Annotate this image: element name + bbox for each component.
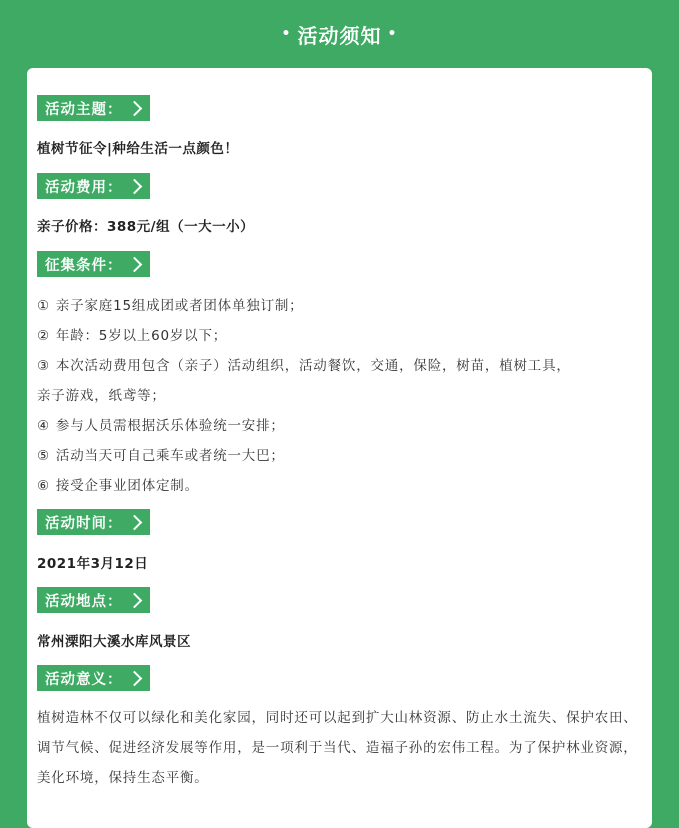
chevron-right-icon xyxy=(126,178,142,194)
condition-item xyxy=(37,414,285,434)
header-dot-left: • xyxy=(281,26,292,42)
condition-number: ⑥ xyxy=(37,478,50,494)
condition-text: 亲子游戏，纸鸢等； xyxy=(37,388,166,404)
theme-content: 植树节征令|种给生活一点颜色！ xyxy=(37,141,239,157)
condition-number: ③ xyxy=(37,358,50,374)
chevron-right-icon xyxy=(126,670,142,686)
page-title: 活动须知 xyxy=(297,23,382,48)
condition-item xyxy=(37,324,227,344)
section-label-location: 活动地点： xyxy=(45,593,123,610)
fee-content: 亲子价格：388元/组（一大一小） xyxy=(37,219,255,235)
section-tag-fee xyxy=(37,173,150,199)
header-dot-right: • xyxy=(387,26,398,42)
chevron-right-icon xyxy=(126,100,142,116)
condition-number: ⑤ xyxy=(37,448,50,464)
chevron-right-icon xyxy=(126,592,142,608)
section-tag-time xyxy=(37,509,150,535)
condition-item xyxy=(37,354,571,374)
section-label-theme: 活动主题： xyxy=(45,101,123,118)
time-content: 2021年3月12日 xyxy=(37,556,149,572)
section-tag-theme xyxy=(37,95,150,121)
condition-number: ④ xyxy=(37,418,50,434)
condition-number: ① xyxy=(37,298,50,314)
condition-text: 亲子家庭15组成团或者团体单独订制； xyxy=(55,298,304,314)
condition-number: ② xyxy=(37,328,50,344)
meaning-content: 植树造林不仅可以绿化和美化家园，同时还可以起到扩大山林资源、防止水土流失、保护农田、调节气候、促进经济发展等作用，是一项利于当代、造福子孙的宏伟工程。为了保护林业资源，美化环境，保持生态平衡。 xyxy=(37,710,638,786)
section-label-meaning: 活动意义： xyxy=(45,671,123,688)
page-header xyxy=(0,0,679,68)
condition-text: 本次活动费用包含（亲子）活动组织，活动餐饮，交通，保险，树苗，植树工具， xyxy=(55,358,571,374)
notice-card xyxy=(27,68,652,828)
condition-item-continued xyxy=(37,384,166,404)
section-tag-location xyxy=(37,587,150,613)
section-label-time: 活动时间： xyxy=(45,515,123,532)
condition-item xyxy=(37,474,199,494)
condition-item xyxy=(37,294,303,314)
condition-text: 参与人员需根据沃乐体验统一安排； xyxy=(55,418,285,434)
section-tag-conditions xyxy=(37,251,150,277)
chevron-right-icon xyxy=(126,514,142,530)
location-content: 常州溧阳大溪水库风景区 xyxy=(37,634,191,650)
condition-text: 接受企事业团体定制。 xyxy=(55,478,199,494)
chevron-right-icon xyxy=(126,256,142,272)
condition-text: 活动当天可自己乘车或者统一大巴； xyxy=(55,448,285,464)
section-label-conditions: 征集条件： xyxy=(45,257,123,274)
condition-item xyxy=(37,444,285,464)
section-label-fee: 活动费用： xyxy=(45,179,123,196)
condition-text: 年龄：5岁以上60岁以下； xyxy=(55,328,228,344)
section-tag-meaning xyxy=(37,665,150,691)
